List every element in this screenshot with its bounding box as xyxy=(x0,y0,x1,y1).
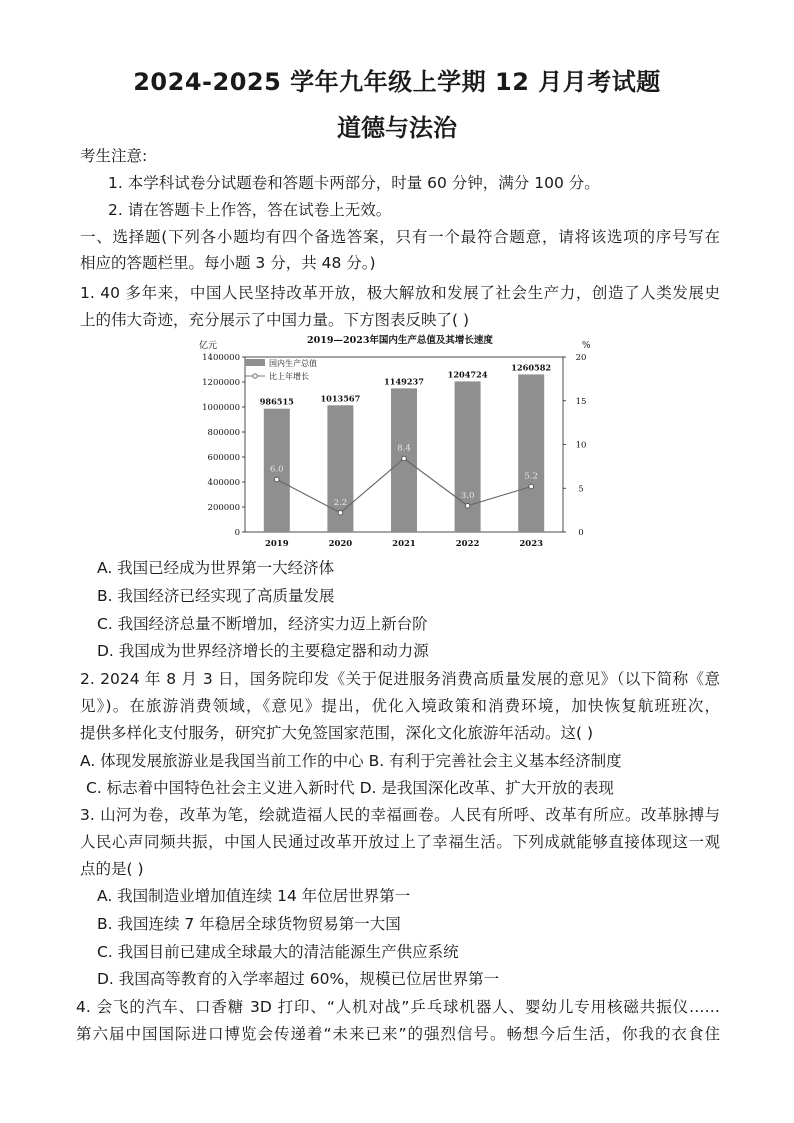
subject-title: 道德与法治 xyxy=(337,114,457,142)
question-4-stem: 4. 会飞的汽车、口香糖 3D 打印、“人机对战”乒乓球机器人、婴幼儿专用核磁共振仪…… xyxy=(76,998,720,1016)
growth-point xyxy=(465,503,470,508)
q2-options-ab: A. 体现发展旅游业是我国当前工作的中心 B. 有利于完善社会主义基本经济制度 xyxy=(80,752,622,770)
notice-heading: 考生注意: xyxy=(80,147,148,165)
growth-point xyxy=(275,477,280,482)
left-tick-label: 200000 xyxy=(207,503,240,513)
left-tick-label: 1000000 xyxy=(202,403,240,413)
left-tick-label: 600000 xyxy=(207,453,240,463)
gdp-bar-label: 986515 xyxy=(259,396,294,407)
q3-option-b: B. 我国连续 7 年稳居全球货物贸易第一大国 xyxy=(97,915,401,933)
growth-point xyxy=(529,484,534,489)
q1-option-c: C. 我国经济总量不断增加，经济实力迈上新台阶 xyxy=(97,615,428,633)
question-2-stem: 提供多样化支付服务，研究扩大免签国家范围，深化文化旅游年活动。这( ) xyxy=(80,724,594,742)
legend-line-marker xyxy=(253,374,257,378)
x-tick-label: 2023 xyxy=(519,539,544,549)
legend-label: 国内生产总值 xyxy=(269,359,317,368)
right-tick-label: 0 xyxy=(578,528,584,538)
q3-option-a: A. 我国制造业增加值连续 14 年位居世界第一 xyxy=(97,887,411,905)
gdp-bar xyxy=(455,381,481,532)
right-axis-unit: % xyxy=(582,341,591,351)
gdp-chart xyxy=(195,334,605,554)
question-1-stem: 1. 40 多年来，中国人民坚持改革开放，极大解放和发展了社会生产力，创造了人类发展史 xyxy=(80,284,720,302)
x-tick-label: 2020 xyxy=(328,539,353,549)
growth-label: 3.0 xyxy=(460,490,475,501)
q1-option-d: D. 我国成为世界经济增长的主要稳定器和动力源 xyxy=(97,642,429,660)
q1-option-b: B. 我国经济已经实现了高质量发展 xyxy=(97,587,335,605)
left-tick-label: 1400000 xyxy=(202,353,240,363)
left-axis-unit: 亿元 xyxy=(199,341,218,351)
question-4-stem: 第六届中国国际进口博览会传递着“未来已来”的强烈信号。畅想今后生活，你我的衣食住 xyxy=(76,1025,720,1043)
growth-label: 6.0 xyxy=(270,464,284,475)
q1-option-a: A. 我国已经成为世界第一大经济体 xyxy=(97,559,335,577)
left-tick-label: 1200000 xyxy=(202,378,240,388)
left-tick-label: 800000 xyxy=(207,428,240,438)
gdp-bar-label: 1204724 xyxy=(447,369,488,380)
question-1-stem: 上的伟大奇迹，充分展示了中国力量。下方图表反映了( ) xyxy=(80,311,470,329)
q3-option-c: C. 我国目前已建成全球最大的清洁能源生产供应系统 xyxy=(97,943,459,961)
section-instructions: 一、选择题(下列各小题均有四个备选答案，只有一个最符合题意，请将该选项的序号写在 xyxy=(80,228,720,246)
notice-item: 1. 本学科试卷分试题卷和答题卡两部分，时量 60 分钟，满分 100 分。 xyxy=(108,174,600,192)
q2-options-cd: C. 标志着中国特色社会主义进入新时代 D. 是我国深化改革、扩大开放的表现 xyxy=(86,779,614,797)
growth-label: 5.2 xyxy=(524,471,538,482)
gdp-bar-label: 1260582 xyxy=(511,362,552,373)
question-2-stem: 见》)。在旅游消费领域，《意见》提出，优化入境政策和消费环境，加快恢复航班班次， xyxy=(80,697,720,715)
gdp-chart-svg xyxy=(195,334,605,554)
section-instructions: 相应的答题栏里。每小题 3 分，共 48 分。) xyxy=(80,254,376,272)
question-3-stem: 点的是( ) xyxy=(80,860,144,878)
x-tick-label: 2022 xyxy=(455,539,480,549)
x-tick-label: 2019 xyxy=(264,539,289,549)
right-tick-label: 10 xyxy=(575,440,587,451)
question-3-stem: 3. 山河为卷，改革为笔，绘就造福人民的幸福画卷。人民有所呼、改革有所应。改革脉搏与 xyxy=(80,806,720,824)
right-tick-label: 20 xyxy=(575,353,587,363)
gdp-bar-label: 1013567 xyxy=(320,393,361,404)
q3-option-d: D. 我国高等教育的入学率超过 60%，规模已位居世界第一 xyxy=(97,970,500,988)
right-tick-label: 15 xyxy=(575,396,587,407)
left-tick-label: 0 xyxy=(234,528,240,538)
gdp-bar xyxy=(518,374,544,532)
growth-point xyxy=(338,510,343,515)
legend-bar-swatch xyxy=(245,359,265,366)
notice-item: 2. 请在答题卡上作答，答在试卷上无效。 xyxy=(108,201,392,219)
question-3-stem: 人民心声同频共振，中国人民通过改革开放过上了幸福生活。下列成就能够直接体现这一观 xyxy=(80,833,720,851)
chart-title: 2019—2023年国内生产总值及其增长速度 xyxy=(307,335,493,346)
question-2-stem: 2. 2024 年 8 月 3 日，国务院印发《关于促进服务消费高质量发展的意见》（以下简称《意 xyxy=(80,670,720,688)
growth-point xyxy=(402,456,407,461)
x-tick-label: 2021 xyxy=(392,539,416,549)
right-tick-label: 5 xyxy=(578,484,584,495)
growth-label: 8.4 xyxy=(397,443,411,454)
chart-legend xyxy=(245,358,317,381)
gdp-bar-label: 1149237 xyxy=(384,376,424,387)
left-tick-label: 400000 xyxy=(207,478,240,488)
growth-label: 2.2 xyxy=(333,497,348,508)
legend-label: 比上年增长 xyxy=(269,372,309,381)
exam-title: 2024-2025 学年九年级上学期 12 月月考试题 xyxy=(133,68,661,96)
